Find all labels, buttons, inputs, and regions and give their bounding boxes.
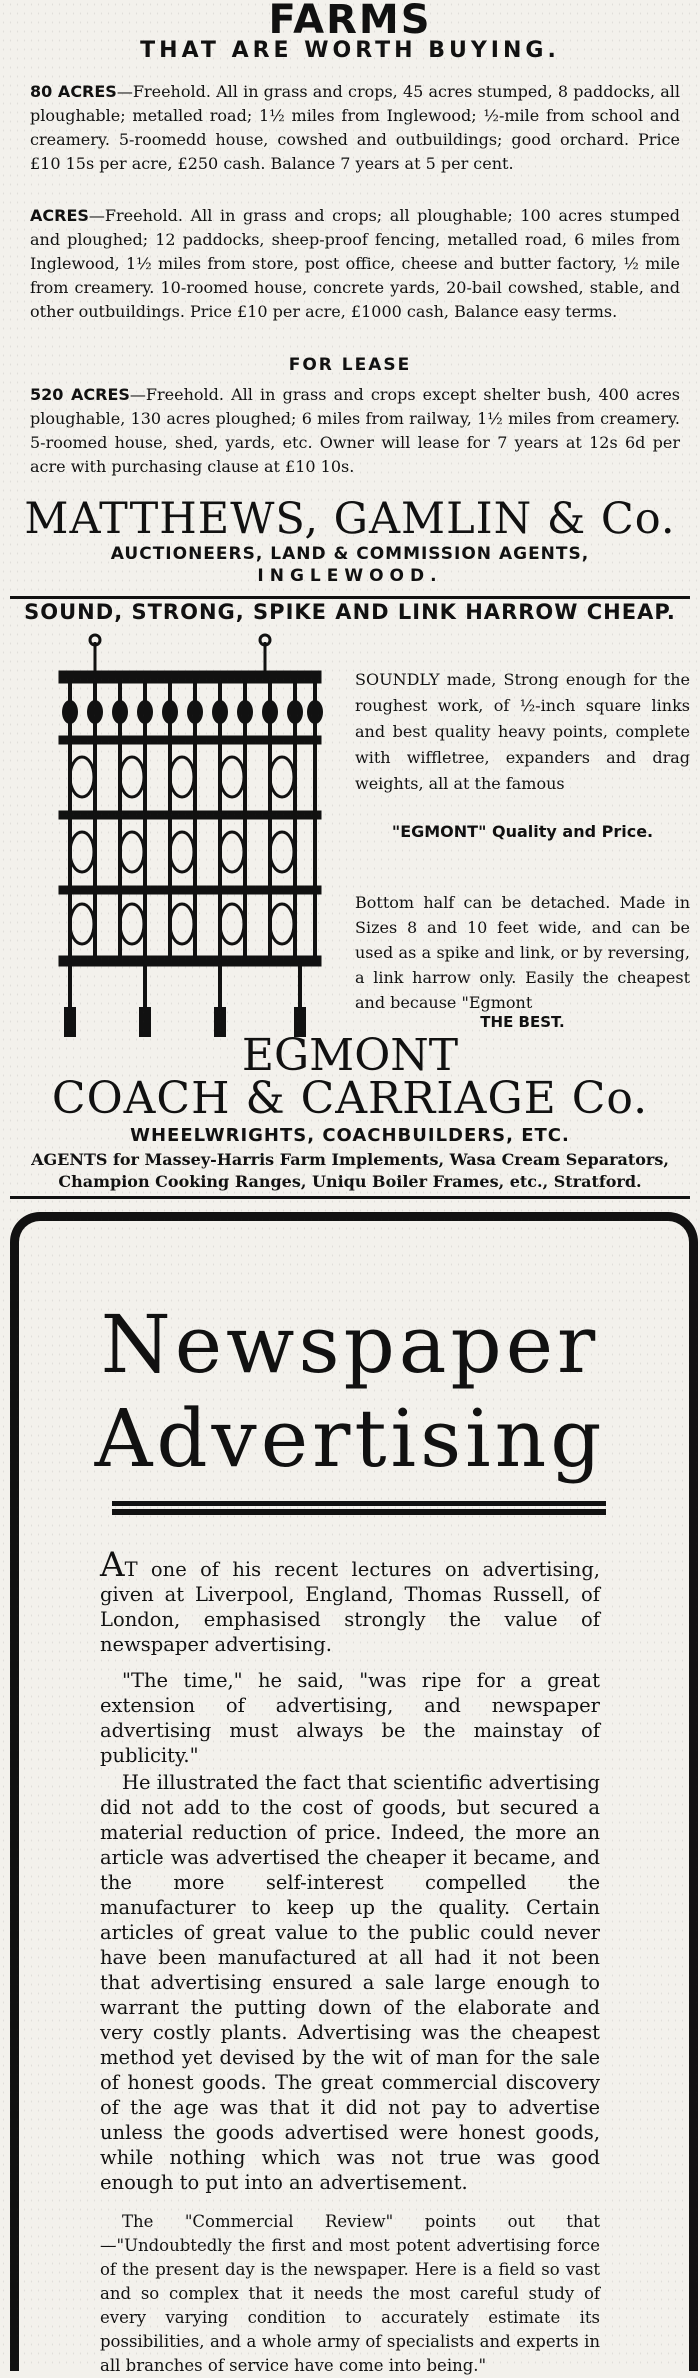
section-divider bbox=[10, 1196, 690, 1199]
agent-description: AUCTIONEERS, LAND & COMMISSION AGENTS, bbox=[110, 544, 590, 564]
section-divider bbox=[10, 596, 690, 599]
coach-agents-line-2: Champion Cooking Ranges, Uniqu Boiler Frames, etc., Stratford. bbox=[58, 1172, 642, 1191]
advert-title-bar-line bbox=[112, 1506, 606, 1509]
farm-listing bbox=[30, 80, 680, 176]
lease-heading: FOR LEASE bbox=[288, 355, 412, 375]
coach-company-line-1: EGMONT bbox=[241, 1030, 459, 1081]
coach-agents-line-1: AGENTS for Massey-Harris Farm Implements, Wasa Cream Separators, bbox=[31, 1150, 669, 1169]
harrow-brand-line: "EGMONT" Quality and Price. bbox=[391, 822, 654, 841]
farms-subtitle: THAT ARE WORTH BUYING. bbox=[140, 38, 560, 63]
farms-title: FARMS bbox=[268, 0, 432, 43]
harrow-description: SOUNDLY made, Strong enough for the roughest work, of ½-inch square links and best quality heavy points, complete with wiffletree, expanders and drag weights, all at the famous bbox=[355, 670, 690, 793]
advert-title-line-2: Advertising bbox=[94, 1392, 606, 1485]
advert-paragraph-quote: The "Commercial Review" points out that—"Undoubtedly the first and most potent advertising force of the present day is the newspaper. Here is a field so vast and so complex that it needs the most careful study of every varying condition to accurately estimate its possibilities, and a whole army of specialists and experts in all branches of service have come into being." bbox=[100, 2212, 600, 2375]
paragraph-text: T one of his recent lectures on advertising, given at Liverpool, England, Thomas Russell, of London, emphasised strongly the value of newspaper advertising. bbox=[100, 1558, 600, 1656]
advert-title-line-1: Newspaper bbox=[100, 1298, 600, 1391]
agent-name: MATTHEWS, GAMLIN & Co. bbox=[24, 494, 676, 544]
advert-paragraph: He illustrated the fact that scientific advertising did not add to the cost of goods, but secured a material reduction of price. Indeed, the more an article was advertised the cheaper it became, and the more self-interest compelled the manufacturer to keep up the quality. Certain articles of great value to the public could never have been manufactured at all had it not been that advertising ensured a sale large enough to warrant the putting down of the elaborate and very costly plants. Advertising was the cheapest method yet devised by the wit of man for the sale of honest goods. The great commercial discovery of the age was that it did not pay to advertise unless the goods advertised were honest goods, while nothing which was not true was good enough to put into an advertisement. bbox=[100, 1771, 600, 2194]
harrow-heading: SOUND, STRONG, SPIKE AND LINK HARROW CHEAP. bbox=[24, 600, 676, 624]
advert-paragraph bbox=[100, 1545, 600, 1657]
listing-lead: 520 ACRES bbox=[30, 385, 130, 404]
listing-text: —Freehold. All in grass and crops; all ploughable; 100 acres stumped and ploughed; 12 paddocks, sheep-proof fencing, metalled road, 6 miles from Inglewood, 1½ miles from store, post office, cheese and butter factory, ½ mile from creamery. 10-roomed house, concrete yards, 20-bail cowshed, stable, and other outbuildings. Price £10 per acre, £1000 cash, Balance easy terms. bbox=[30, 206, 680, 321]
agent-town: INGLEWOOD. bbox=[257, 566, 443, 586]
listing-lead: ACRES bbox=[30, 206, 89, 225]
harrow-illustration bbox=[40, 632, 340, 1042]
harrow-details: Bottom half can be detached. Made in Sizes 8 and 10 feet wide, and can be used as a spike and link, or by reversing, a link harrow only. Easily the cheapest and because "Egmont bbox=[355, 893, 690, 1012]
farm-listing bbox=[30, 204, 680, 324]
coach-description: WHEELWRIGHTS, COACHBUILDERS, ETC. bbox=[130, 1125, 570, 1146]
lease-listing bbox=[30, 383, 680, 479]
listing-text: —Freehold. All in grass and crops, 45 acres stumped, 8 paddocks, all ploughable; metalled road; 1½ miles from Inglewood; ½-mile from school and creamery. 5-roomedd house, cowshed and outbuildings; good orchard. Price £10 15s per acre, £250 cash. Balance 7 years at 5 per cent. bbox=[30, 82, 681, 173]
listing-lead: 80 ACRES bbox=[30, 82, 117, 101]
listing-text: —Freehold. All in grass and crops except shelter bush, 400 acres ploughable, 130 acres ploughed; 6 miles from railway, 1½ miles from creamery. 5-roomed house, shed, yards, etc. Owner will lease for 7 years at 12s 6d per acre with purchasing clause at £10 10s. bbox=[30, 385, 680, 476]
drop-cap: A bbox=[100, 1545, 125, 1585]
harrow-best: THE BEST. bbox=[480, 1013, 565, 1031]
advert-paragraph: "The time," he said, "was ripe for a great extension of advertising, and newspaper advertising must always be the mainstay of publicity." bbox=[100, 1669, 600, 1767]
coach-company-line-2: COACH & CARRIAGE Co. bbox=[51, 1073, 649, 1124]
